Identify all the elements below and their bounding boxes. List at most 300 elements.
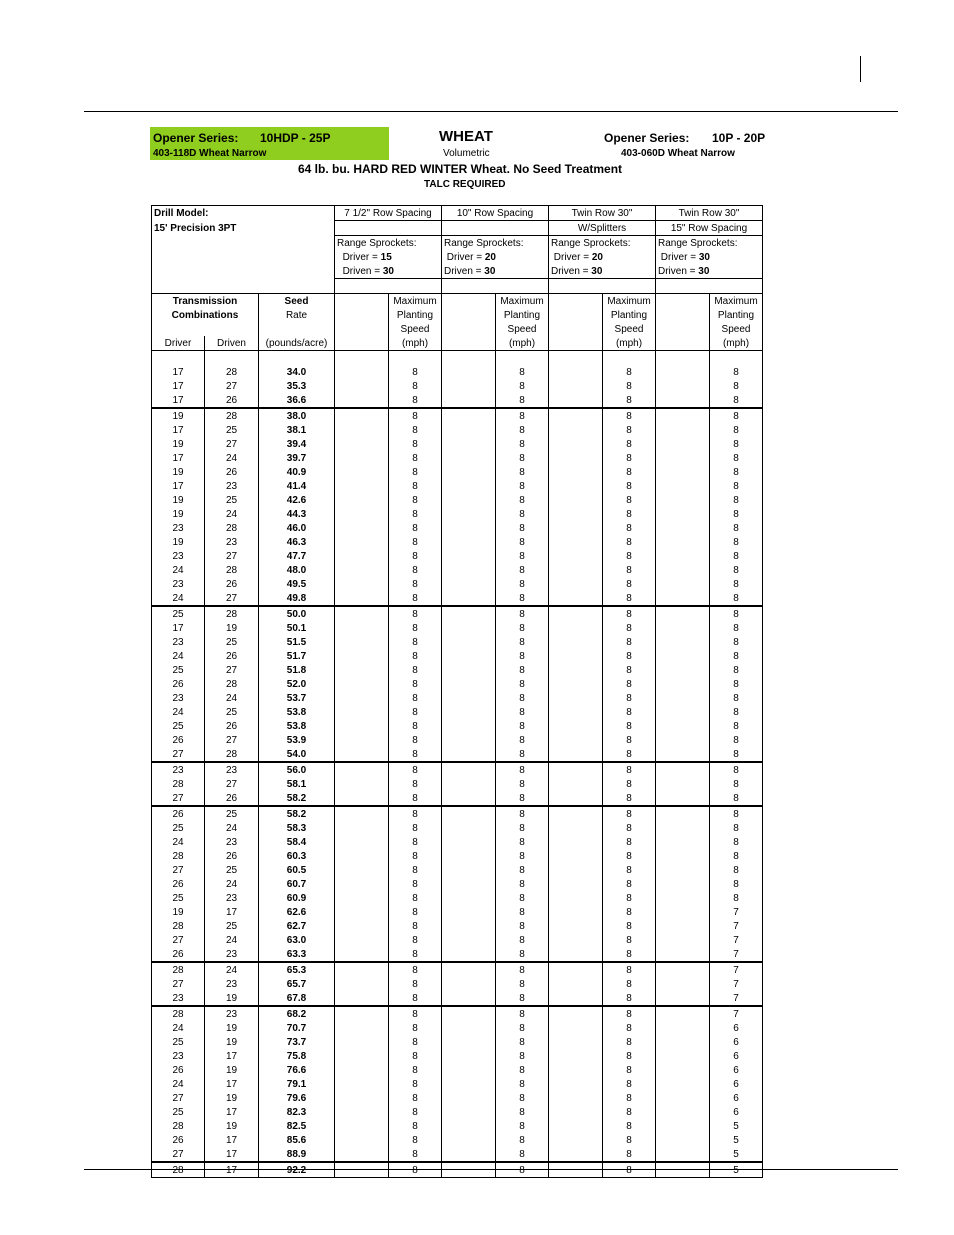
blank-cell bbox=[442, 393, 496, 408]
max-speed-twin-splitters-cell: 8 bbox=[603, 863, 656, 877]
max-speed-10-cell: 8 bbox=[496, 649, 549, 663]
blank-cell bbox=[442, 835, 496, 849]
seed-rate-cell: 35.3 bbox=[259, 379, 335, 393]
max-speed-twin-15-cell: 7 bbox=[710, 1006, 763, 1021]
table-row bbox=[152, 991, 763, 1006]
driver-cell: 19 bbox=[152, 408, 205, 423]
seed-rate-cell: 65.3 bbox=[259, 962, 335, 977]
metering-type: Volumetric bbox=[443, 148, 490, 159]
blank-cell bbox=[656, 521, 710, 535]
max-speed-10-cell: 8 bbox=[496, 606, 549, 621]
max-speed-twin-15-cell: 6 bbox=[710, 1049, 763, 1063]
blank-cell bbox=[656, 635, 710, 649]
max-speed-7-5-cell: 8 bbox=[389, 691, 442, 705]
max-speed-twin-splitters-cell: 8 bbox=[603, 1006, 656, 1021]
spacer bbox=[549, 279, 656, 294]
max-speed-7-5-cell: 8 bbox=[389, 1091, 442, 1105]
max-speed-7-5-cell: 8 bbox=[389, 493, 442, 507]
blank-cell bbox=[335, 577, 389, 591]
max-speed-7-5-cell: 8 bbox=[389, 1049, 442, 1063]
max-speed-twin-15-cell: 7 bbox=[710, 933, 763, 947]
blank-cell bbox=[549, 877, 603, 891]
max-speed-twin-splitters-cell: 8 bbox=[603, 1133, 656, 1147]
driven-cell: 17 bbox=[205, 1049, 259, 1063]
driver-cell: 17 bbox=[152, 365, 205, 379]
max-speed-twin-15-cell: 8 bbox=[710, 705, 763, 719]
max-speed-10-cell: 8 bbox=[496, 1063, 549, 1077]
max-speed-twin-15-cell: 7 bbox=[710, 991, 763, 1006]
table-row bbox=[152, 1021, 763, 1035]
range-driven-1: Driven = 30 bbox=[335, 264, 442, 279]
table-row bbox=[152, 1063, 763, 1077]
blank-cell bbox=[442, 1063, 496, 1077]
page-marker-line bbox=[860, 56, 861, 82]
driver-cell: 25 bbox=[152, 663, 205, 677]
blank-cell bbox=[656, 663, 710, 677]
table-row bbox=[152, 863, 763, 877]
max-speed-7-5-cell: 8 bbox=[389, 835, 442, 849]
blank-cell bbox=[549, 1119, 603, 1133]
blank-cell bbox=[549, 549, 603, 563]
blank-cell bbox=[442, 365, 496, 379]
blank-cell bbox=[335, 591, 389, 606]
max-speed-twin-15-cell: 8 bbox=[710, 849, 763, 863]
blank-cell bbox=[442, 977, 496, 991]
seed-rate-cell: 75.8 bbox=[259, 1049, 335, 1063]
blank-cell bbox=[549, 507, 603, 521]
blank-cell bbox=[549, 1035, 603, 1049]
table-row bbox=[152, 365, 763, 379]
range-driver-2: Driver = 20 bbox=[442, 250, 549, 264]
seed-rate-cell: 58.2 bbox=[259, 806, 335, 821]
blank-cell bbox=[549, 777, 603, 791]
driven-cell: 28 bbox=[205, 563, 259, 577]
max-speed-twin-splitters-cell: 8 bbox=[603, 919, 656, 933]
max-speed-7-5-cell: 8 bbox=[389, 891, 442, 905]
max-speed-10-cell: 8 bbox=[496, 451, 549, 465]
max-speed-twin-splitters-cell: 8 bbox=[603, 606, 656, 621]
blank-cell bbox=[549, 1162, 603, 1178]
blank-cell bbox=[549, 563, 603, 577]
speed-header: Maximum bbox=[496, 294, 549, 309]
table-row bbox=[152, 635, 763, 649]
driver-cell: 17 bbox=[152, 451, 205, 465]
blank-cell bbox=[549, 1049, 603, 1063]
blank-cell bbox=[335, 1049, 389, 1063]
driven-cell: 27 bbox=[205, 663, 259, 677]
max-speed-twin-15-cell: 5 bbox=[710, 1147, 763, 1162]
blank-cell bbox=[549, 493, 603, 507]
range-driver-1: Driver = 15 bbox=[335, 250, 442, 264]
blank-cell bbox=[549, 933, 603, 947]
blank-cell bbox=[442, 1035, 496, 1049]
max-speed-twin-15-cell: 8 bbox=[710, 507, 763, 521]
max-speed-twin-splitters-cell: 8 bbox=[603, 905, 656, 919]
max-speed-twin-15-cell: 8 bbox=[710, 549, 763, 563]
max-speed-7-5-cell: 8 bbox=[389, 791, 442, 806]
blank-cell bbox=[335, 1147, 389, 1162]
blank-cell bbox=[549, 835, 603, 849]
driven-cell: 24 bbox=[205, 877, 259, 891]
drill-model-label: Drill Model: bbox=[152, 206, 335, 221]
blank-cell bbox=[656, 563, 710, 577]
driver-cell: 25 bbox=[152, 1105, 205, 1119]
blank-cell bbox=[335, 521, 389, 535]
table-row bbox=[152, 423, 763, 437]
max-speed-10-cell: 8 bbox=[496, 821, 549, 835]
max-speed-twin-splitters-cell: 8 bbox=[603, 677, 656, 691]
max-speed-10-cell: 8 bbox=[496, 591, 549, 606]
seed-rate-cell: 92.2 bbox=[259, 1162, 335, 1178]
driven-cell: 24 bbox=[205, 962, 259, 977]
max-speed-twin-splitters-cell: 8 bbox=[603, 747, 656, 762]
spacer bbox=[549, 294, 603, 309]
max-speed-10-cell: 8 bbox=[496, 621, 549, 635]
driver-cell: 27 bbox=[152, 977, 205, 991]
max-speed-twin-15-cell: 7 bbox=[710, 962, 763, 977]
driver-cell: 23 bbox=[152, 691, 205, 705]
blank-cell bbox=[549, 408, 603, 423]
blank-cell bbox=[656, 621, 710, 635]
table-row bbox=[152, 947, 763, 962]
max-speed-7-5-cell: 8 bbox=[389, 635, 442, 649]
max-speed-10-cell: 8 bbox=[496, 1049, 549, 1063]
max-speed-twin-splitters-cell: 8 bbox=[603, 408, 656, 423]
table-row bbox=[152, 933, 763, 947]
table-row bbox=[152, 905, 763, 919]
max-speed-twin-splitters-cell: 8 bbox=[603, 1147, 656, 1162]
blank-cell bbox=[442, 905, 496, 919]
driven-cell: 25 bbox=[205, 863, 259, 877]
spacer bbox=[335, 279, 442, 294]
max-speed-7-5-cell: 8 bbox=[389, 663, 442, 677]
blank-cell bbox=[442, 493, 496, 507]
blank-cell bbox=[442, 877, 496, 891]
driven-cell: 19 bbox=[205, 991, 259, 1006]
table-row bbox=[152, 719, 763, 733]
blank-cell bbox=[335, 479, 389, 493]
seed-rate-cell: 60.7 bbox=[259, 877, 335, 891]
blank-cell bbox=[335, 621, 389, 635]
max-speed-twin-splitters-cell: 8 bbox=[603, 1119, 656, 1133]
max-speed-7-5-cell: 8 bbox=[389, 719, 442, 733]
driver-cell: 28 bbox=[152, 777, 205, 791]
seed-rate-cell: 39.7 bbox=[259, 451, 335, 465]
blank-cell bbox=[656, 719, 710, 733]
max-speed-twin-splitters-cell: 8 bbox=[603, 365, 656, 379]
blank-cell bbox=[335, 1119, 389, 1133]
range-label-2: Range Sprockets: bbox=[442, 236, 549, 251]
blank-cell bbox=[549, 577, 603, 591]
max-speed-10-cell: 8 bbox=[496, 806, 549, 821]
max-speed-twin-15-cell: 8 bbox=[710, 451, 763, 465]
blank-cell bbox=[549, 791, 603, 806]
max-speed-twin-15-cell: 8 bbox=[710, 365, 763, 379]
max-speed-7-5-cell: 8 bbox=[389, 905, 442, 919]
seed-rate-cell: 73.7 bbox=[259, 1035, 335, 1049]
blank-cell bbox=[656, 835, 710, 849]
driven-cell: 26 bbox=[205, 393, 259, 408]
driver-cell: 24 bbox=[152, 835, 205, 849]
blank-cell bbox=[549, 806, 603, 821]
max-speed-7-5-cell: 8 bbox=[389, 1063, 442, 1077]
max-speed-10-cell: 8 bbox=[496, 762, 549, 777]
max-speed-7-5-cell: 8 bbox=[389, 705, 442, 719]
blank-cell bbox=[442, 919, 496, 933]
max-speed-twin-splitters-cell: 8 bbox=[603, 777, 656, 791]
blank-cell bbox=[656, 1091, 710, 1105]
max-speed-7-5-cell: 8 bbox=[389, 877, 442, 891]
max-speed-twin-splitters-cell: 8 bbox=[603, 806, 656, 821]
blank-cell bbox=[442, 465, 496, 479]
blank-cell bbox=[656, 479, 710, 493]
driven-cell: 27 bbox=[205, 379, 259, 393]
left-opener-value: 10HDP - 25P bbox=[260, 131, 331, 145]
max-speed-7-5-cell: 8 bbox=[389, 947, 442, 962]
speed-header: Planting bbox=[603, 308, 656, 322]
driven-cell: 17 bbox=[205, 1105, 259, 1119]
max-speed-10-cell: 8 bbox=[496, 379, 549, 393]
table-row bbox=[152, 849, 763, 863]
max-speed-10-cell: 8 bbox=[496, 905, 549, 919]
spacing-subtitle-1 bbox=[335, 221, 442, 236]
driver-cell: 26 bbox=[152, 677, 205, 691]
crop-title: WHEAT bbox=[439, 128, 493, 145]
drill-blank bbox=[152, 264, 335, 279]
top-rule bbox=[84, 111, 898, 112]
seed-rate-cell: 42.6 bbox=[259, 493, 335, 507]
seed-rate-cell: 54.0 bbox=[259, 747, 335, 762]
seed-rate-cell: 58.4 bbox=[259, 835, 335, 849]
max-speed-10-cell: 8 bbox=[496, 1119, 549, 1133]
speed-header: Planting bbox=[389, 308, 442, 322]
blank-cell bbox=[656, 535, 710, 549]
seed-rate-cell: 58.3 bbox=[259, 821, 335, 835]
max-speed-7-5-cell: 8 bbox=[389, 762, 442, 777]
max-speed-twin-15-cell: 5 bbox=[710, 1133, 763, 1147]
speed-header: Planting bbox=[496, 308, 549, 322]
max-speed-twin-15-cell: 8 bbox=[710, 663, 763, 677]
driven-cell: 24 bbox=[205, 821, 259, 835]
table-row bbox=[152, 962, 763, 977]
max-speed-10-cell: 8 bbox=[496, 991, 549, 1006]
max-speed-twin-15-cell: 8 bbox=[710, 493, 763, 507]
max-speed-7-5-cell: 8 bbox=[389, 606, 442, 621]
max-speed-10-cell: 8 bbox=[496, 1077, 549, 1091]
table-row bbox=[152, 408, 763, 423]
max-speed-twin-15-cell: 8 bbox=[710, 577, 763, 591]
max-speed-twin-15-cell: 8 bbox=[710, 747, 763, 762]
seed-rate-cell: 44.3 bbox=[259, 507, 335, 521]
blank-cell bbox=[549, 947, 603, 962]
seed-rate-cell: 79.6 bbox=[259, 1091, 335, 1105]
driver-cell: 26 bbox=[152, 947, 205, 962]
max-speed-twin-splitters-cell: 8 bbox=[603, 535, 656, 549]
blank-cell bbox=[549, 691, 603, 705]
blank-cell bbox=[335, 365, 389, 379]
table-row bbox=[152, 1105, 763, 1119]
spacing-title-4: Twin Row 30" bbox=[656, 206, 763, 221]
max-speed-twin-splitters-cell: 8 bbox=[603, 821, 656, 835]
blank-cell bbox=[549, 1147, 603, 1162]
range-driver-3: Driver = 20 bbox=[549, 250, 656, 264]
spacer bbox=[442, 294, 496, 309]
driven-cell: 25 bbox=[205, 635, 259, 649]
max-speed-10-cell: 8 bbox=[496, 365, 549, 379]
driver-cell: 28 bbox=[152, 919, 205, 933]
max-speed-twin-15-cell: 8 bbox=[710, 891, 763, 905]
blank-cell bbox=[656, 1006, 710, 1021]
driver-cell: 17 bbox=[152, 621, 205, 635]
blank-cell bbox=[335, 1162, 389, 1178]
seed-rate-cell: 38.0 bbox=[259, 408, 335, 423]
blank-cell bbox=[335, 747, 389, 762]
blank-cell bbox=[335, 835, 389, 849]
blank-cell bbox=[656, 379, 710, 393]
blank-cell bbox=[442, 577, 496, 591]
blank-cell bbox=[656, 863, 710, 877]
max-speed-10-cell: 8 bbox=[496, 919, 549, 933]
drill-model-value: 15' Precision 3PT bbox=[152, 221, 335, 236]
blank-cell bbox=[549, 1077, 603, 1091]
driven-cell: 25 bbox=[205, 919, 259, 933]
blank-cell bbox=[549, 677, 603, 691]
blank-cell bbox=[335, 762, 389, 777]
blank-cell bbox=[656, 849, 710, 863]
blank-cell bbox=[335, 563, 389, 577]
seed-rate-cell: 46.3 bbox=[259, 535, 335, 549]
blank-cell bbox=[442, 635, 496, 649]
blank-cell bbox=[656, 905, 710, 919]
table-row bbox=[152, 507, 763, 521]
table-row bbox=[152, 451, 763, 465]
table-row bbox=[152, 821, 763, 835]
max-speed-twin-splitters-cell: 8 bbox=[603, 991, 656, 1006]
blank-cell bbox=[442, 649, 496, 663]
blank-cell bbox=[442, 408, 496, 423]
table-row bbox=[152, 1077, 763, 1091]
range-driven-3: Driven = 30 bbox=[549, 264, 656, 279]
range-label-4: Range Sprockets: bbox=[656, 236, 763, 251]
max-speed-twin-splitters-cell: 8 bbox=[603, 621, 656, 635]
max-speed-twin-15-cell: 6 bbox=[710, 1021, 763, 1035]
max-speed-twin-15-cell: 8 bbox=[710, 479, 763, 493]
max-speed-10-cell: 8 bbox=[496, 521, 549, 535]
blank-cell bbox=[442, 1091, 496, 1105]
driver-cell: 28 bbox=[152, 1006, 205, 1021]
max-speed-10-cell: 8 bbox=[496, 1162, 549, 1178]
max-speed-twin-15-cell: 7 bbox=[710, 905, 763, 919]
driven-cell: 24 bbox=[205, 451, 259, 465]
blank-cell bbox=[549, 606, 603, 621]
table-row bbox=[152, 835, 763, 849]
max-speed-7-5-cell: 8 bbox=[389, 806, 442, 821]
max-speed-twin-15-cell: 8 bbox=[710, 563, 763, 577]
seed-rate-cell: 79.1 bbox=[259, 1077, 335, 1091]
blank-cell bbox=[335, 1006, 389, 1021]
blank-cell bbox=[442, 791, 496, 806]
max-speed-7-5-cell: 8 bbox=[389, 563, 442, 577]
max-speed-twin-15-cell: 8 bbox=[710, 649, 763, 663]
driven-cell: 23 bbox=[205, 977, 259, 991]
blank-cell bbox=[442, 1006, 496, 1021]
speed-header: Maximum bbox=[389, 294, 442, 309]
blank-cell bbox=[656, 733, 710, 747]
speed-header: Speed bbox=[496, 322, 549, 336]
driver-header: Driver bbox=[152, 336, 205, 351]
max-speed-10-cell: 8 bbox=[496, 977, 549, 991]
driver-cell: 24 bbox=[152, 705, 205, 719]
max-speed-7-5-cell: 8 bbox=[389, 991, 442, 1006]
driven-cell: 26 bbox=[205, 649, 259, 663]
driver-cell: 23 bbox=[152, 1049, 205, 1063]
seed-rate-cell: 62.6 bbox=[259, 905, 335, 919]
seed-rate-cell: 53.8 bbox=[259, 705, 335, 719]
max-speed-7-5-cell: 8 bbox=[389, 437, 442, 451]
blank-cell bbox=[549, 891, 603, 905]
max-speed-10-cell: 8 bbox=[496, 747, 549, 762]
blank-cell bbox=[442, 863, 496, 877]
blank-cell bbox=[442, 1162, 496, 1178]
driver-cell: 24 bbox=[152, 563, 205, 577]
max-speed-10-cell: 8 bbox=[496, 791, 549, 806]
table-row bbox=[152, 393, 763, 408]
max-speed-7-5-cell: 8 bbox=[389, 677, 442, 691]
max-speed-7-5-cell: 8 bbox=[389, 621, 442, 635]
max-speed-twin-15-cell: 8 bbox=[710, 437, 763, 451]
max-speed-twin-15-cell: 6 bbox=[710, 1091, 763, 1105]
max-speed-10-cell: 8 bbox=[496, 1133, 549, 1147]
max-speed-twin-15-cell: 8 bbox=[710, 777, 763, 791]
driver-cell: 28 bbox=[152, 1119, 205, 1133]
blank-cell bbox=[656, 1162, 710, 1178]
blank-cell bbox=[656, 465, 710, 479]
driven-cell: 28 bbox=[205, 606, 259, 621]
speed-header: Speed bbox=[710, 322, 763, 336]
transmission-label: Transmission bbox=[152, 294, 259, 309]
max-speed-10-cell: 8 bbox=[496, 849, 549, 863]
max-speed-twin-15-cell: 8 bbox=[710, 677, 763, 691]
max-speed-twin-splitters-cell: 8 bbox=[603, 437, 656, 451]
table-row bbox=[152, 649, 763, 663]
max-speed-10-cell: 8 bbox=[496, 507, 549, 521]
max-speed-7-5-cell: 8 bbox=[389, 591, 442, 606]
blank-cell bbox=[335, 1063, 389, 1077]
max-speed-7-5-cell: 8 bbox=[389, 479, 442, 493]
blank-cell bbox=[442, 933, 496, 947]
table-row bbox=[152, 577, 763, 591]
max-speed-7-5-cell: 8 bbox=[389, 919, 442, 933]
blank-cell bbox=[335, 863, 389, 877]
max-speed-7-5-cell: 8 bbox=[389, 393, 442, 408]
blank-cell bbox=[549, 365, 603, 379]
max-speed-twin-15-cell: 8 bbox=[710, 535, 763, 549]
max-speed-twin-splitters-cell: 8 bbox=[603, 635, 656, 649]
max-speed-twin-15-cell: 7 bbox=[710, 919, 763, 933]
driven-cell: 19 bbox=[205, 621, 259, 635]
driven-cell: 17 bbox=[205, 1077, 259, 1091]
blank-cell bbox=[549, 733, 603, 747]
seed-rate-cell: 67.8 bbox=[259, 991, 335, 1006]
table-row bbox=[152, 1133, 763, 1147]
max-speed-twin-15-cell: 7 bbox=[710, 977, 763, 991]
driver-cell: 23 bbox=[152, 549, 205, 563]
blank-cell bbox=[656, 891, 710, 905]
blank-cell bbox=[549, 423, 603, 437]
driven-cell: 19 bbox=[205, 1063, 259, 1077]
max-speed-twin-15-cell: 8 bbox=[710, 606, 763, 621]
driver-cell: 28 bbox=[152, 962, 205, 977]
